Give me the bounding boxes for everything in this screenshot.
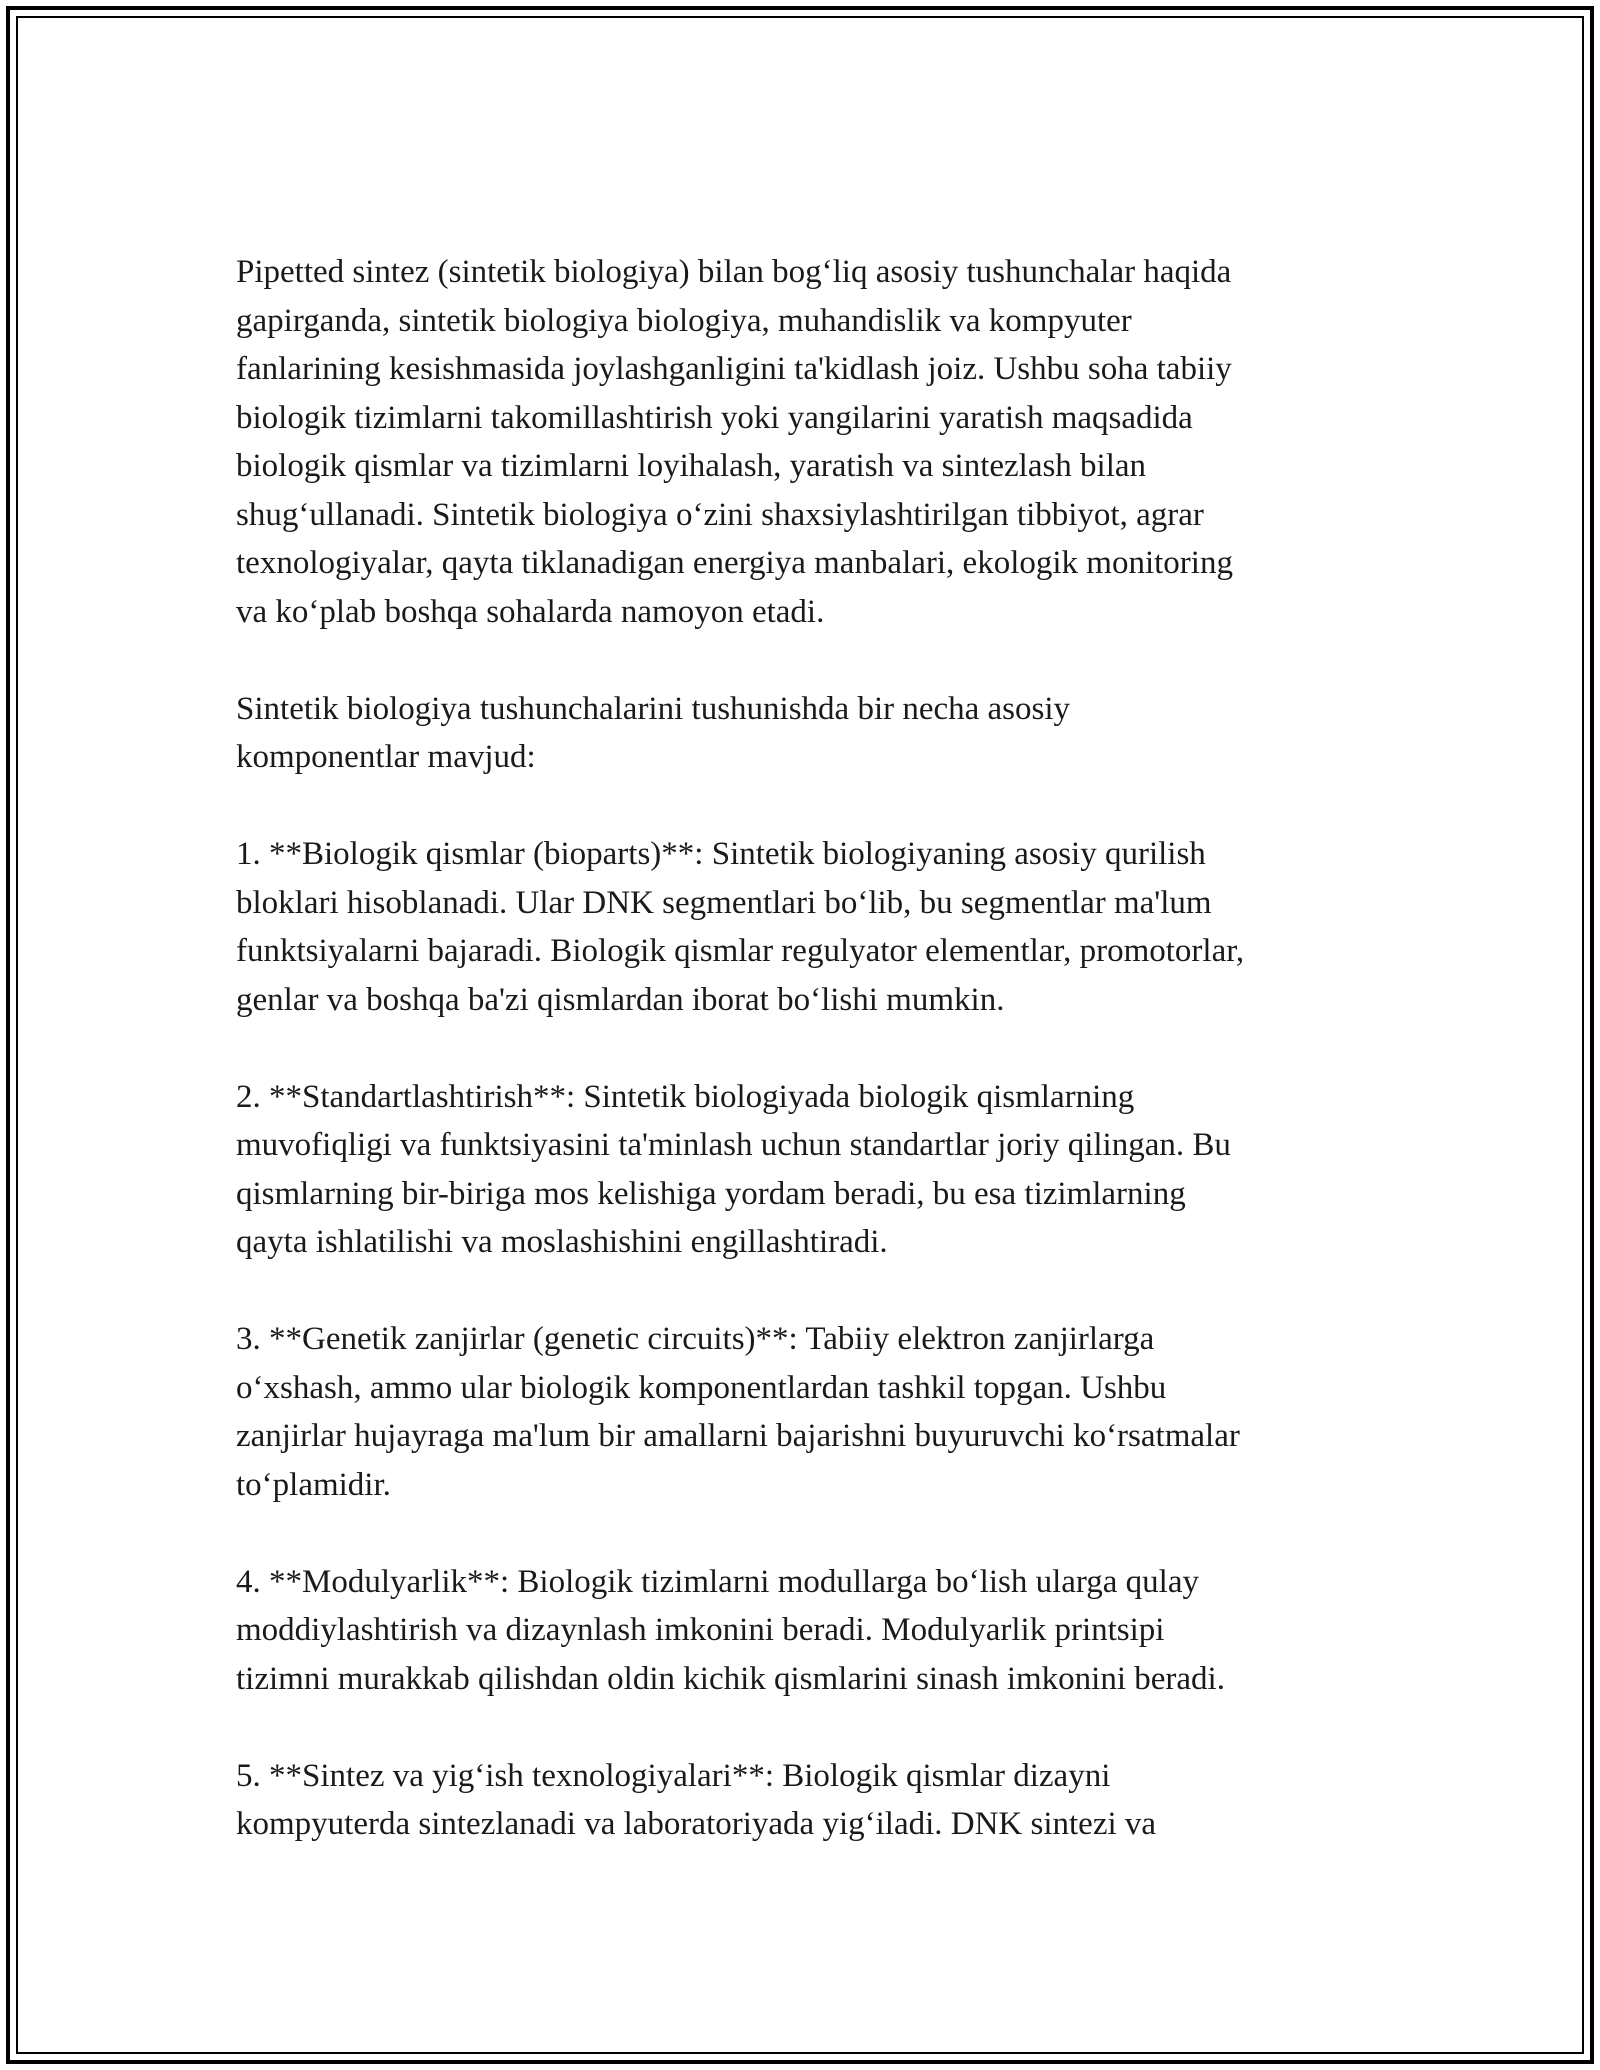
components-intro-paragraph: Sintetik biologiya tushunchalarini tushunishda bir necha asosiy komponentlar mavjud: xyxy=(236,690,1071,775)
document-body xyxy=(236,248,1386,1897)
list-item-standardization: 2. **Standartlashtirish**: Sintetik biologiyada biologik qismlarning muvofiqligi va funktsiyasini ta'minlash uchun standartlar joriy qilingan. Bu qismlarning bir-biriga mos kelishiga yordam beradi, bu esa tizimlarning qayta ishlatilishi va moslashishini engillashtiradi. xyxy=(236,1078,1231,1260)
list-item-modularity: 4. **Modulyarlik**: Biologik tizimlarni modullarga bo‘lish ularga qulay moddiylashtirish va dizaynlash imkonini beradi. Modulyarlik printsipi tizimni murakkab qilishdan oldin kichik qismlarini sinash imkonini beradi. xyxy=(236,1563,1225,1697)
list-item-bioparts: 1. **Biologik qismlar (bioparts)**: Sintetik biologiyaning asosiy qurilish bloklari hisoblanadi. Ular DNK segmentlari bo‘lib, bu segmentlar ma'lum funktsiyalarni bajaradi. Biologik qismlar regulyator elementlar, promotorlar, genlar va boshqa ba'zi qismlardan iborat bo‘lishi mumkin. xyxy=(236,836,1245,1018)
list-item-genetic-circuits: 3. **Genetik zanjirlar (genetic circuits)**: Tabiiy elektron zanjirlarga o‘xshash, ammo ular biologik komponentlardan tashkil topgan. Ushbu zanjirlar hujayraga ma'lum bir amallarni bajarishni buyuruvchi ko‘rsatmalar to‘plamidir. xyxy=(236,1321,1240,1503)
intro-paragraph: Pipetted sintez (sintetik biologiya) bilan bog‘liq asosiy tushunchalar haqida gapirganda, sintetik biologiya biologiya, muhandislik va kompyuter fanlarining kesishmasida joylashganligini ta'kidlash joiz. Ushbu soha tabiiy biologik tizimlarni takomillashtirish yoki yangilarini yaratish maqsadida biologik qismlar va tizimlarni loyihalash, yaratish va sintezlash bilan shug‘ullanadi. Sintetik biologiya o‘zini shaxsiylashtirilgan tibbiyot, agrar texnologiyalar, qayta tiklanadigan energiya manbalari, ekologik monitoring va ko‘plab boshqa sohalarda namoyon etadi. xyxy=(236,254,1233,630)
list-item-synthesis-assembly: 5. **Sintez va yig‘ish texnologiyalari**: Biologik qismlar dizayni kompyuterda sintezlanadi va laboratoriyada yig‘iladi. DNK sintezi va xyxy=(236,1757,1157,1842)
